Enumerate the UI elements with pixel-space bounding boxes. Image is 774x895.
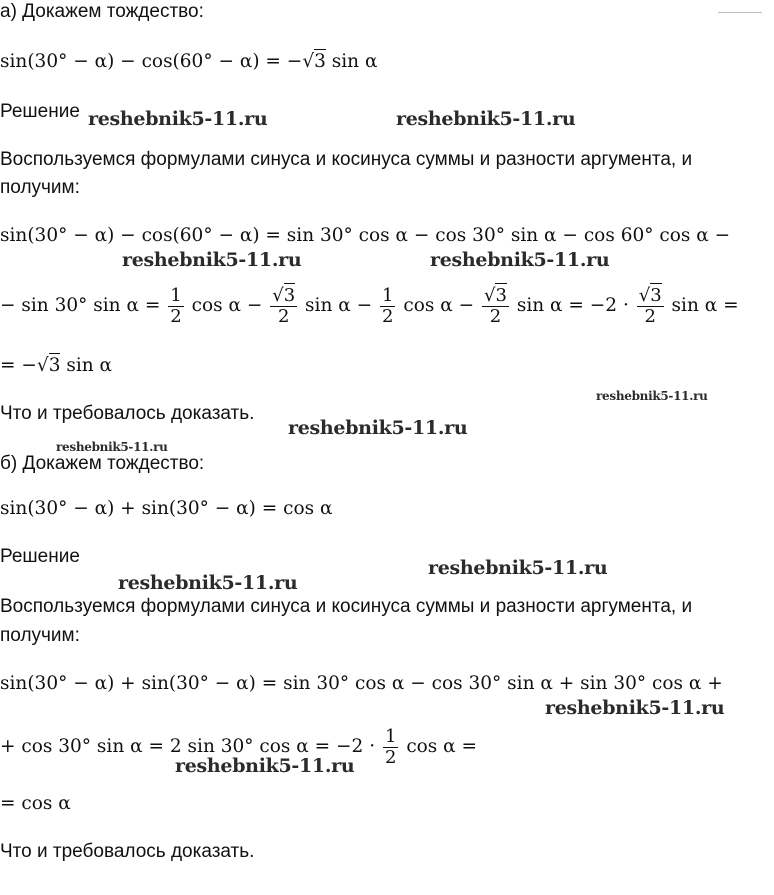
part-a-explanation-line-2: получим: [0,177,80,198]
part-b-step-3: = cos α [0,793,71,814]
fraction: $\frac{1}{2}$ [170,284,182,327]
watermark: reshebnik5-11.ru [175,755,355,777]
part-b-solution-label: Решение [0,546,80,567]
part-a-solution-label: Решение [0,101,80,122]
part-b-step-1: sin(30° − α) + sin(30° − α) = sin 30° cos α − cos 30° sin α + sin 30° cos α + [0,673,723,694]
fraction: $\frac{√3}{2}$ [638,284,662,327]
watermark-small: reshebnik5-11.ru [56,440,168,454]
part-a-identity: sin(30° − α) − cos(60° − α) = −√3 sin α [0,51,378,72]
part-a-step-1: sin(30° − α) − cos(60° − α) = sin 30° cos α − cos 30° sin α − cos 60° cos α − [0,225,731,246]
watermark: reshebnik5-11.ru [545,697,725,719]
fraction: $\frac{√3}{2}$ [484,284,507,327]
part-a-step-2: − sin 30° sin α = $\frac{1}{2}$ cos α − $\frac{√3}{2}$ sin α − $\frac{1}{2}$ cos α − $\frac{√3}{2}$ sin α = −2 · $\frac{√3}{2}$ sin α = [0,284,739,327]
sqrt-symbol: √3 [302,51,326,72]
part-b-step-2: + cos 30° sin α = 2 sin 30° cos α = −2 · $\frac{1}{2}$ cos α = [0,725,478,768]
watermark: reshebnik5-11.ru [430,249,610,271]
part-b-conclusion: Что и требовалось доказать. [0,841,255,862]
part-b-explanation-line-1: Воспользуемся формулами синуса и косинуса суммы и разности аргумента, и [0,596,693,617]
part-b-explanation-line-2: получим: [0,625,80,646]
sqrt-symbol: √3 [36,355,61,376]
part-a-explanation-line-1: Воспользуемся формулами синуса и косинуса суммы и разности аргумента, и [0,149,693,170]
watermark: reshebnik5-11.ru [88,108,268,130]
watermark: reshebnik5-11.ru [122,249,302,271]
fraction: $\frac{√3}{2}$ [272,284,296,327]
watermark: reshebnik5-11.ru [428,557,608,579]
watermark: reshebnik5-11.ru [118,572,298,594]
fraction: $\frac{1}{2}$ [382,284,394,327]
watermark-small: reshebnik5-11.ru [596,389,708,403]
watermark: reshebnik5-11.ru [396,108,576,130]
top-right-dash-mark [718,12,762,13]
fraction: $\frac{1}{2}$ [384,725,397,768]
watermark: reshebnik5-11.ru [288,417,468,439]
part-a-conclusion: Что и требовалось доказать. [0,403,255,424]
part-a-heading: а) Докажем тождество: [0,1,204,22]
part-b-heading: б) Докажем тождество: [0,453,205,474]
part-a-step-3: = −√3 sin α [0,355,113,376]
part-b-identity: sin(30° − α) + sin(30° − α) = cos α [0,498,333,519]
